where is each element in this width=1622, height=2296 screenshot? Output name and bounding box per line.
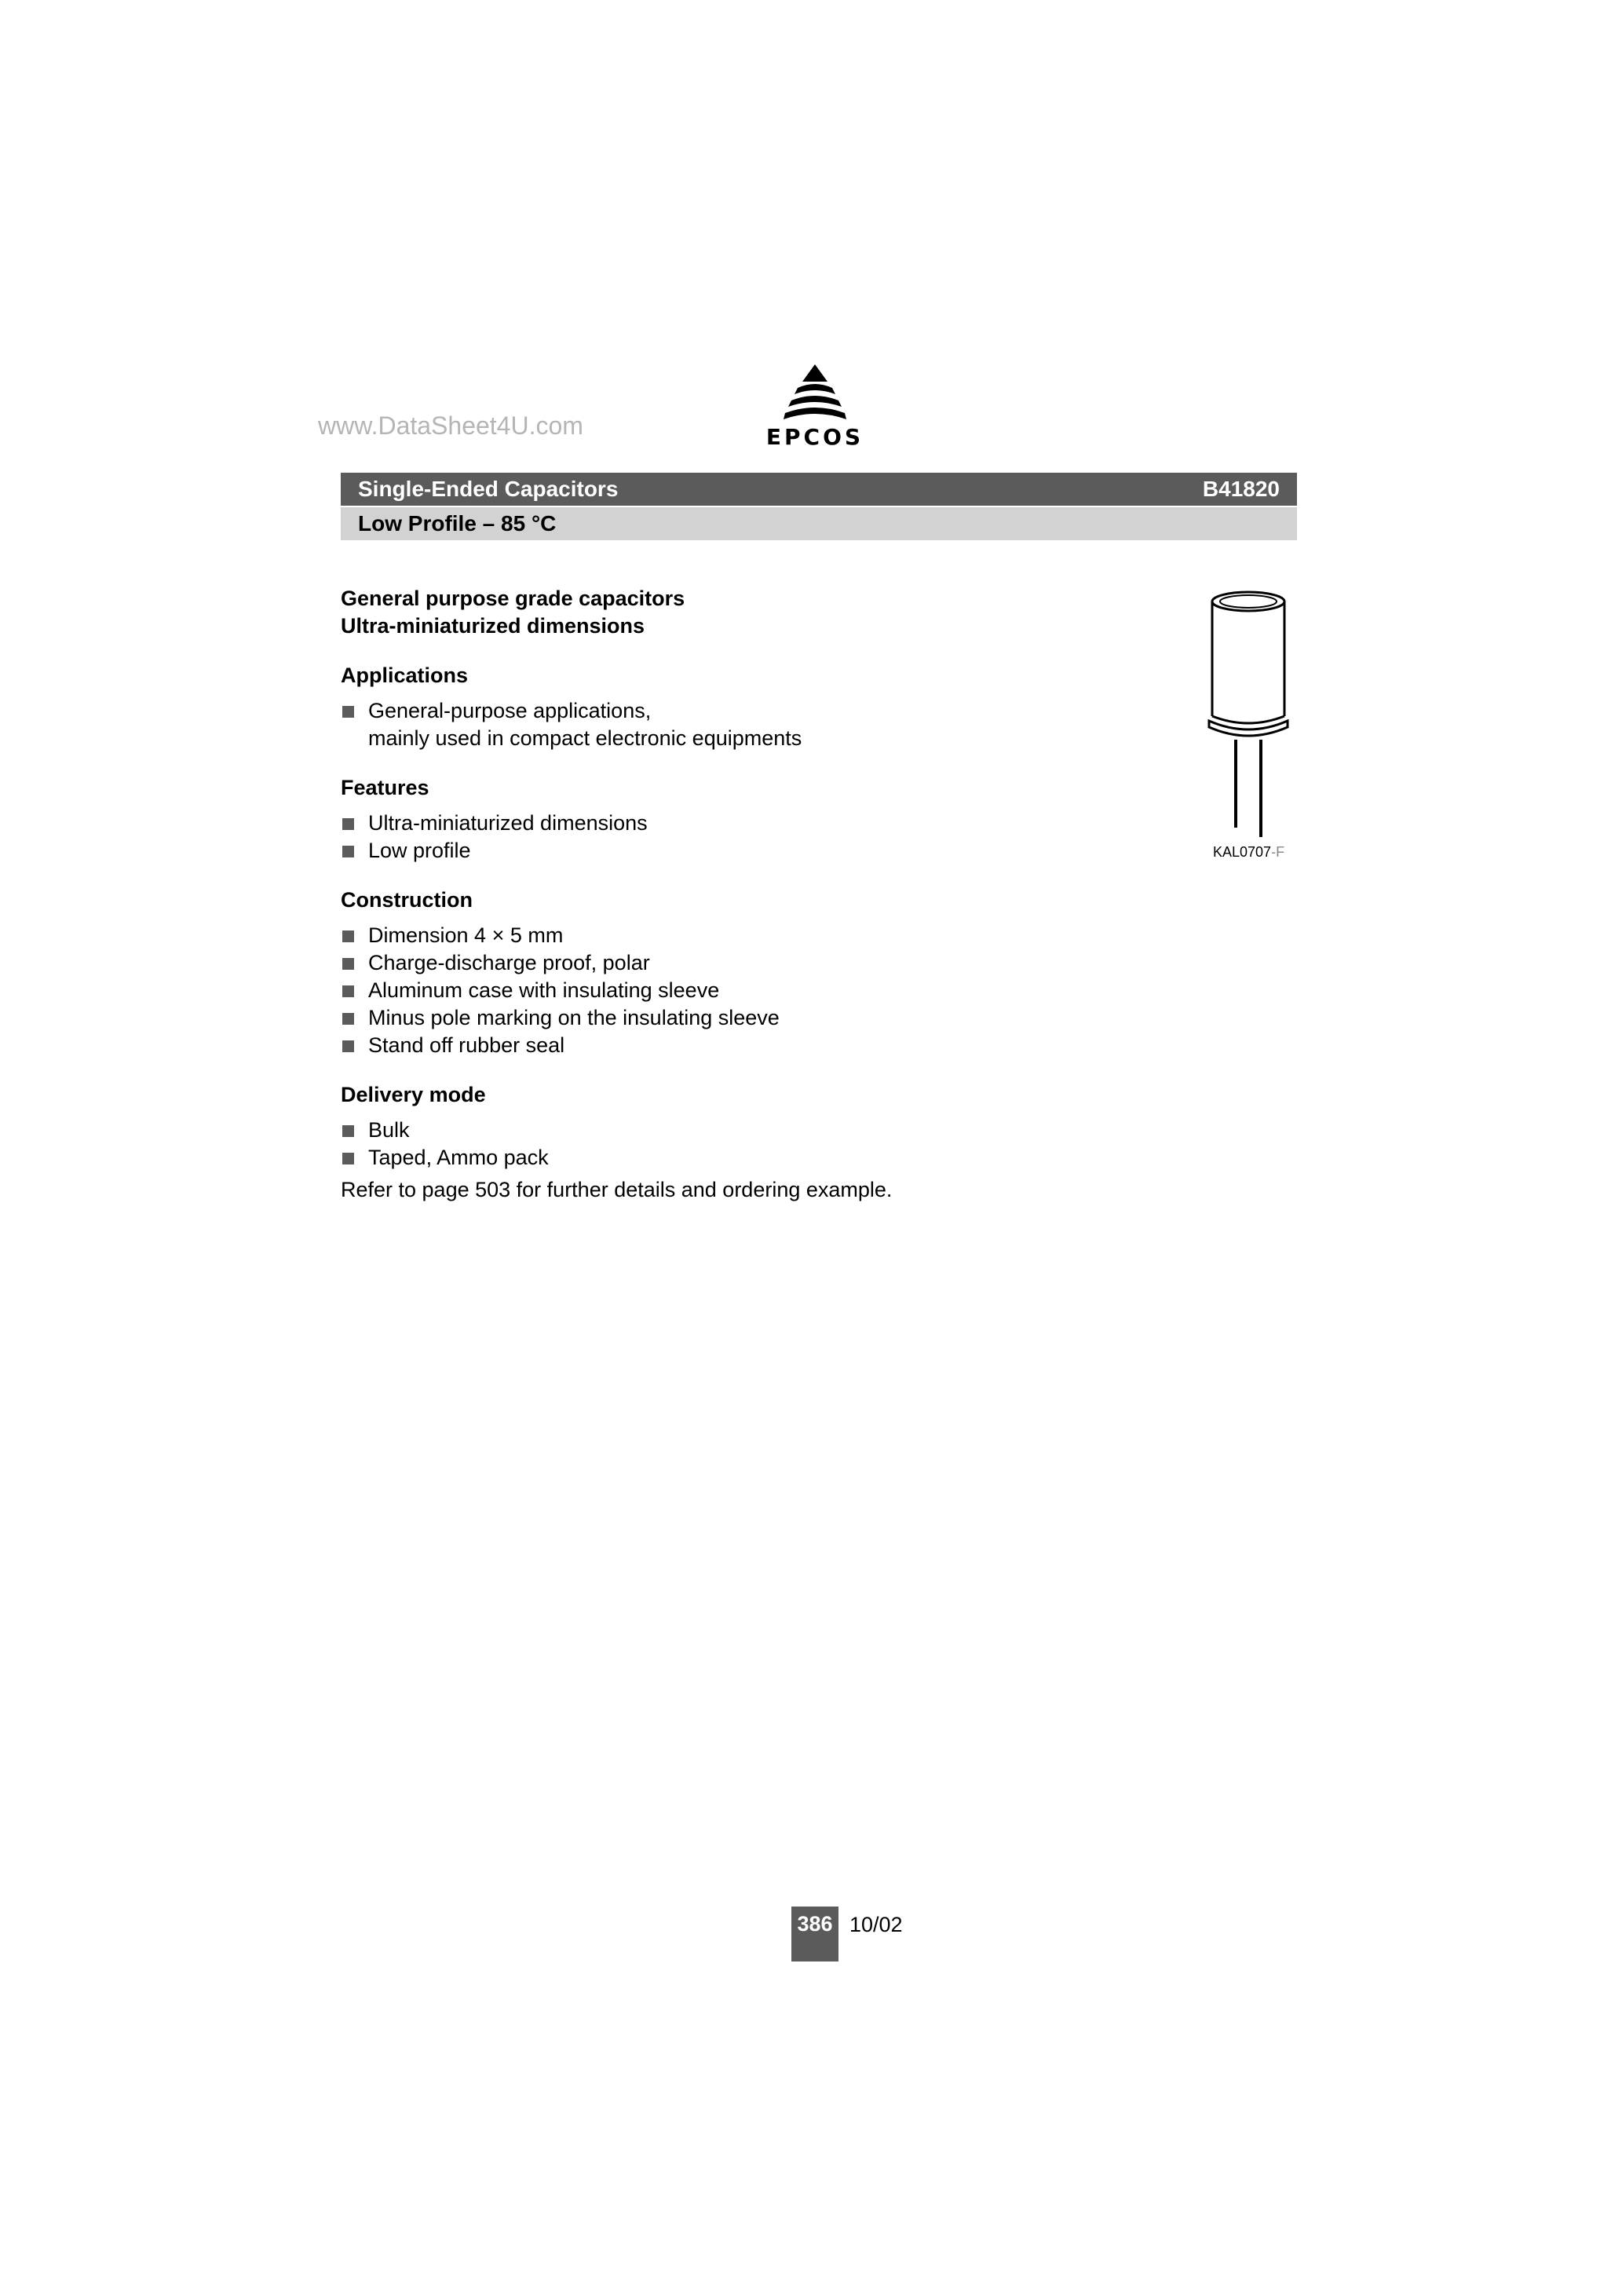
intro <box>341 585 1204 640</box>
capacitor-illustration <box>1201 590 1295 842</box>
list-item: Taped, Ammo pack <box>341 1144 1204 1172</box>
page-number: 386 <box>791 1907 838 1961</box>
issue-date: 10/02 <box>849 1913 903 1936</box>
list-item: Minus pole marking on the insulating sleeve <box>341 1004 1204 1032</box>
delivery-section <box>341 1081 1204 1172</box>
header-bar <box>341 473 1297 506</box>
header-title: Single-Ended Capacitors <box>358 477 619 501</box>
features-heading: Features <box>341 776 429 799</box>
intro-line-1: General purpose grade capacitors <box>341 587 685 610</box>
list-item: Charge-discharge proof, polar <box>341 949 1204 977</box>
delivery-heading: Delivery mode <box>341 1083 486 1106</box>
list-item: Low profile <box>341 837 1204 865</box>
intro-line-2: Ultra-miniaturized dimensions <box>341 614 645 638</box>
subheader-bar <box>341 507 1297 540</box>
part-number: B41820 <box>1202 477 1280 501</box>
watermark-text: www.DataSheet4U.com <box>318 411 583 440</box>
construction-section <box>341 887 1204 1059</box>
construction-heading: Construction <box>341 888 473 912</box>
header-subtitle: Low Profile – 85 °C <box>358 511 557 536</box>
list-item: Ultra-miniaturized dimensions <box>341 810 1204 837</box>
figure-caption: KAL0707-F <box>1213 844 1285 860</box>
brand-name: EPCOS <box>765 424 864 450</box>
list-item: Aluminum case with insulating sleeve <box>341 977 1204 1004</box>
applications-heading: Applications <box>341 664 469 687</box>
main-content <box>341 585 1204 1204</box>
refer-note: Refer to page 503 for further details and ordering example. <box>341 1178 893 1201</box>
list-item: Dimension 4 × 5 mm <box>341 922 1204 949</box>
list-item: Bulk <box>341 1117 1204 1144</box>
list-item: Stand off rubber seal <box>341 1032 1204 1059</box>
epcos-triangle-icon <box>784 363 846 422</box>
list-item: General-purpose applications, mainly used in compact electronic equipments <box>341 697 1204 752</box>
applications-section <box>341 662 1204 752</box>
epcos-logo <box>762 363 868 455</box>
features-section <box>341 774 1204 865</box>
